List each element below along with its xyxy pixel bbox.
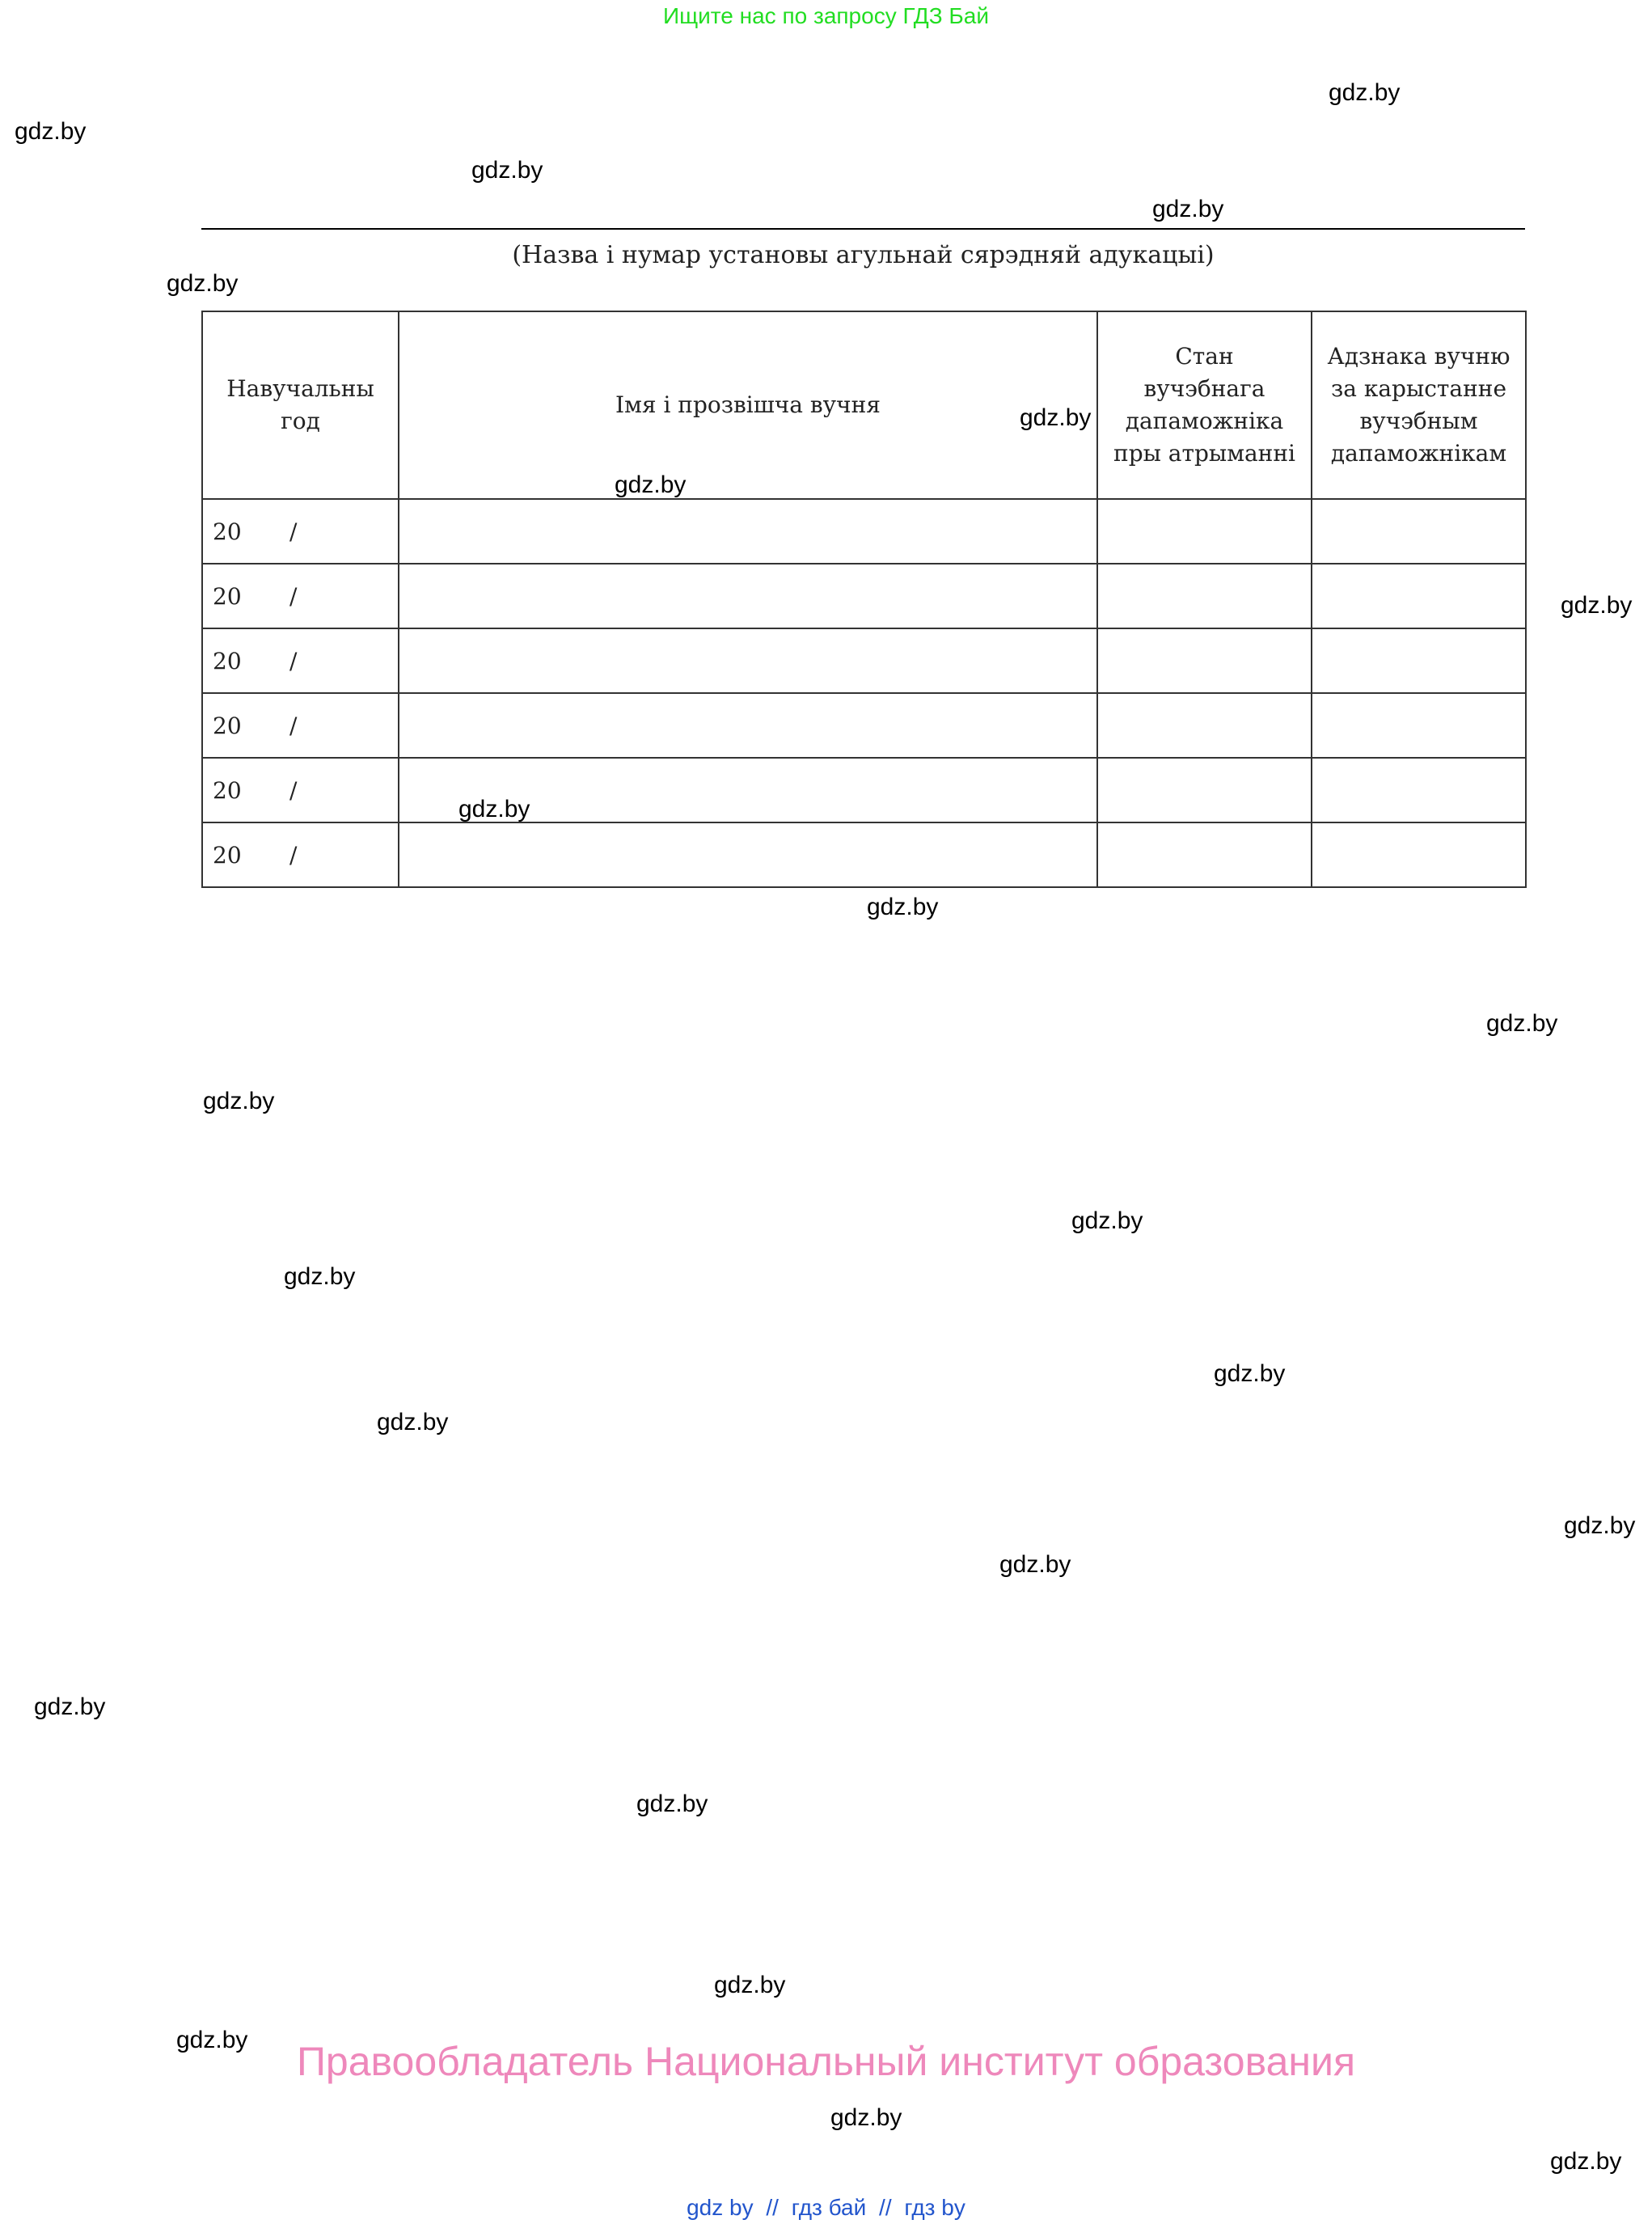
watermark: gdz.by xyxy=(830,2104,902,2131)
watermark: gdz.by xyxy=(636,1791,708,1817)
header-student-name: Імя і прозвішча вучня xyxy=(399,311,1097,499)
watermark: gdz.by xyxy=(176,2027,248,2053)
watermark: gdz.by xyxy=(377,1409,449,1435)
watermark: gdz.by xyxy=(1564,1512,1636,1539)
condition-cell xyxy=(1097,628,1312,693)
watermark: gdz.by xyxy=(1020,404,1092,431)
watermark: gdz.by xyxy=(34,1693,106,1720)
table-row xyxy=(202,628,1526,693)
condition-cell xyxy=(1097,693,1312,758)
table-row xyxy=(202,564,1526,628)
table-row xyxy=(202,822,1526,887)
table-header-row xyxy=(202,311,1526,499)
grade-cell xyxy=(1312,499,1526,564)
grade-cell xyxy=(1312,822,1526,887)
year-cell xyxy=(202,693,399,758)
year-prefix: 20 xyxy=(213,841,242,869)
table-row xyxy=(202,758,1526,822)
watermark: gdz.by xyxy=(471,157,543,184)
watermark: gdz.by xyxy=(203,1088,275,1114)
header-academic-year: Навучальны год xyxy=(202,311,399,499)
student-name-cell xyxy=(399,693,1097,758)
watermark: gdz.by xyxy=(714,1972,786,1998)
grade-cell xyxy=(1312,564,1526,628)
year-prefix: 20 xyxy=(213,712,242,739)
watermark: gdz.by xyxy=(1071,1207,1143,1234)
header-usage-grade: Адзнака вучню за карыстанне вучэбным дапаможнікам xyxy=(1312,311,1526,499)
year-cell xyxy=(202,822,399,887)
footer-separator: // xyxy=(766,2195,779,2220)
watermark: gdz.by xyxy=(1214,1360,1286,1387)
watermark: gdz.by xyxy=(999,1551,1071,1578)
year-cell xyxy=(202,499,399,564)
condition-cell xyxy=(1097,499,1312,564)
grade-cell xyxy=(1312,628,1526,693)
year-separator: / xyxy=(289,776,298,804)
year-prefix: 20 xyxy=(213,647,242,674)
footer-link[interactable]: гдз бай xyxy=(791,2195,867,2220)
footer-link[interactable]: gdz by xyxy=(687,2195,754,2220)
student-name-cell xyxy=(399,822,1097,887)
school-name-caption: (Назва і нумар установы агульнай сярэдняй адукацыі) xyxy=(512,241,1215,269)
condition-cell xyxy=(1097,822,1312,887)
copyright-notice: Правообладатель Национальный институт образования xyxy=(296,2039,1356,2084)
condition-cell xyxy=(1097,564,1312,628)
header-condition-on-receipt: Стан вучэбнага дапаможніка пры атрыманні xyxy=(1097,311,1312,499)
footer-link[interactable]: гдз by xyxy=(904,2195,965,2220)
year-separator: / xyxy=(289,712,298,739)
school-name-line xyxy=(201,228,1525,230)
year-prefix: 20 xyxy=(213,518,242,545)
watermark: gdz.by xyxy=(867,894,939,920)
grade-cell xyxy=(1312,693,1526,758)
student-name-cell xyxy=(399,628,1097,693)
table-row xyxy=(202,693,1526,758)
watermark: gdz.by xyxy=(1152,196,1224,222)
watermark: gdz.by xyxy=(1550,2148,1622,2175)
year-cell xyxy=(202,628,399,693)
watermark: gdz.by xyxy=(284,1263,356,1290)
year-prefix: 20 xyxy=(213,776,242,804)
student-name-cell xyxy=(399,499,1097,564)
watermark: gdz.by xyxy=(167,270,239,297)
year-prefix: 20 xyxy=(213,582,242,610)
footer-links xyxy=(0,2195,1652,2221)
footer-separator: // xyxy=(879,2195,892,2220)
year-separator: / xyxy=(289,841,298,869)
watermark: gdz.by xyxy=(1329,79,1401,106)
table-row xyxy=(202,499,1526,564)
textbook-register-table xyxy=(201,311,1527,888)
year-cell xyxy=(202,758,399,822)
condition-cell xyxy=(1097,758,1312,822)
watermark: gdz.by xyxy=(15,118,87,145)
watermark: gdz.by xyxy=(1486,1010,1558,1037)
watermark: gdz.by xyxy=(615,471,687,498)
grade-cell xyxy=(1312,758,1526,822)
year-separator: / xyxy=(289,647,298,674)
year-cell xyxy=(202,564,399,628)
year-separator: / xyxy=(289,518,298,545)
watermark: gdz.by xyxy=(1561,592,1633,619)
watermark: gdz.by xyxy=(458,796,530,822)
year-separator: / xyxy=(289,582,298,610)
top-banner: Ищите нас по запросу ГДЗ Бай xyxy=(662,3,990,28)
student-name-cell xyxy=(399,564,1097,628)
